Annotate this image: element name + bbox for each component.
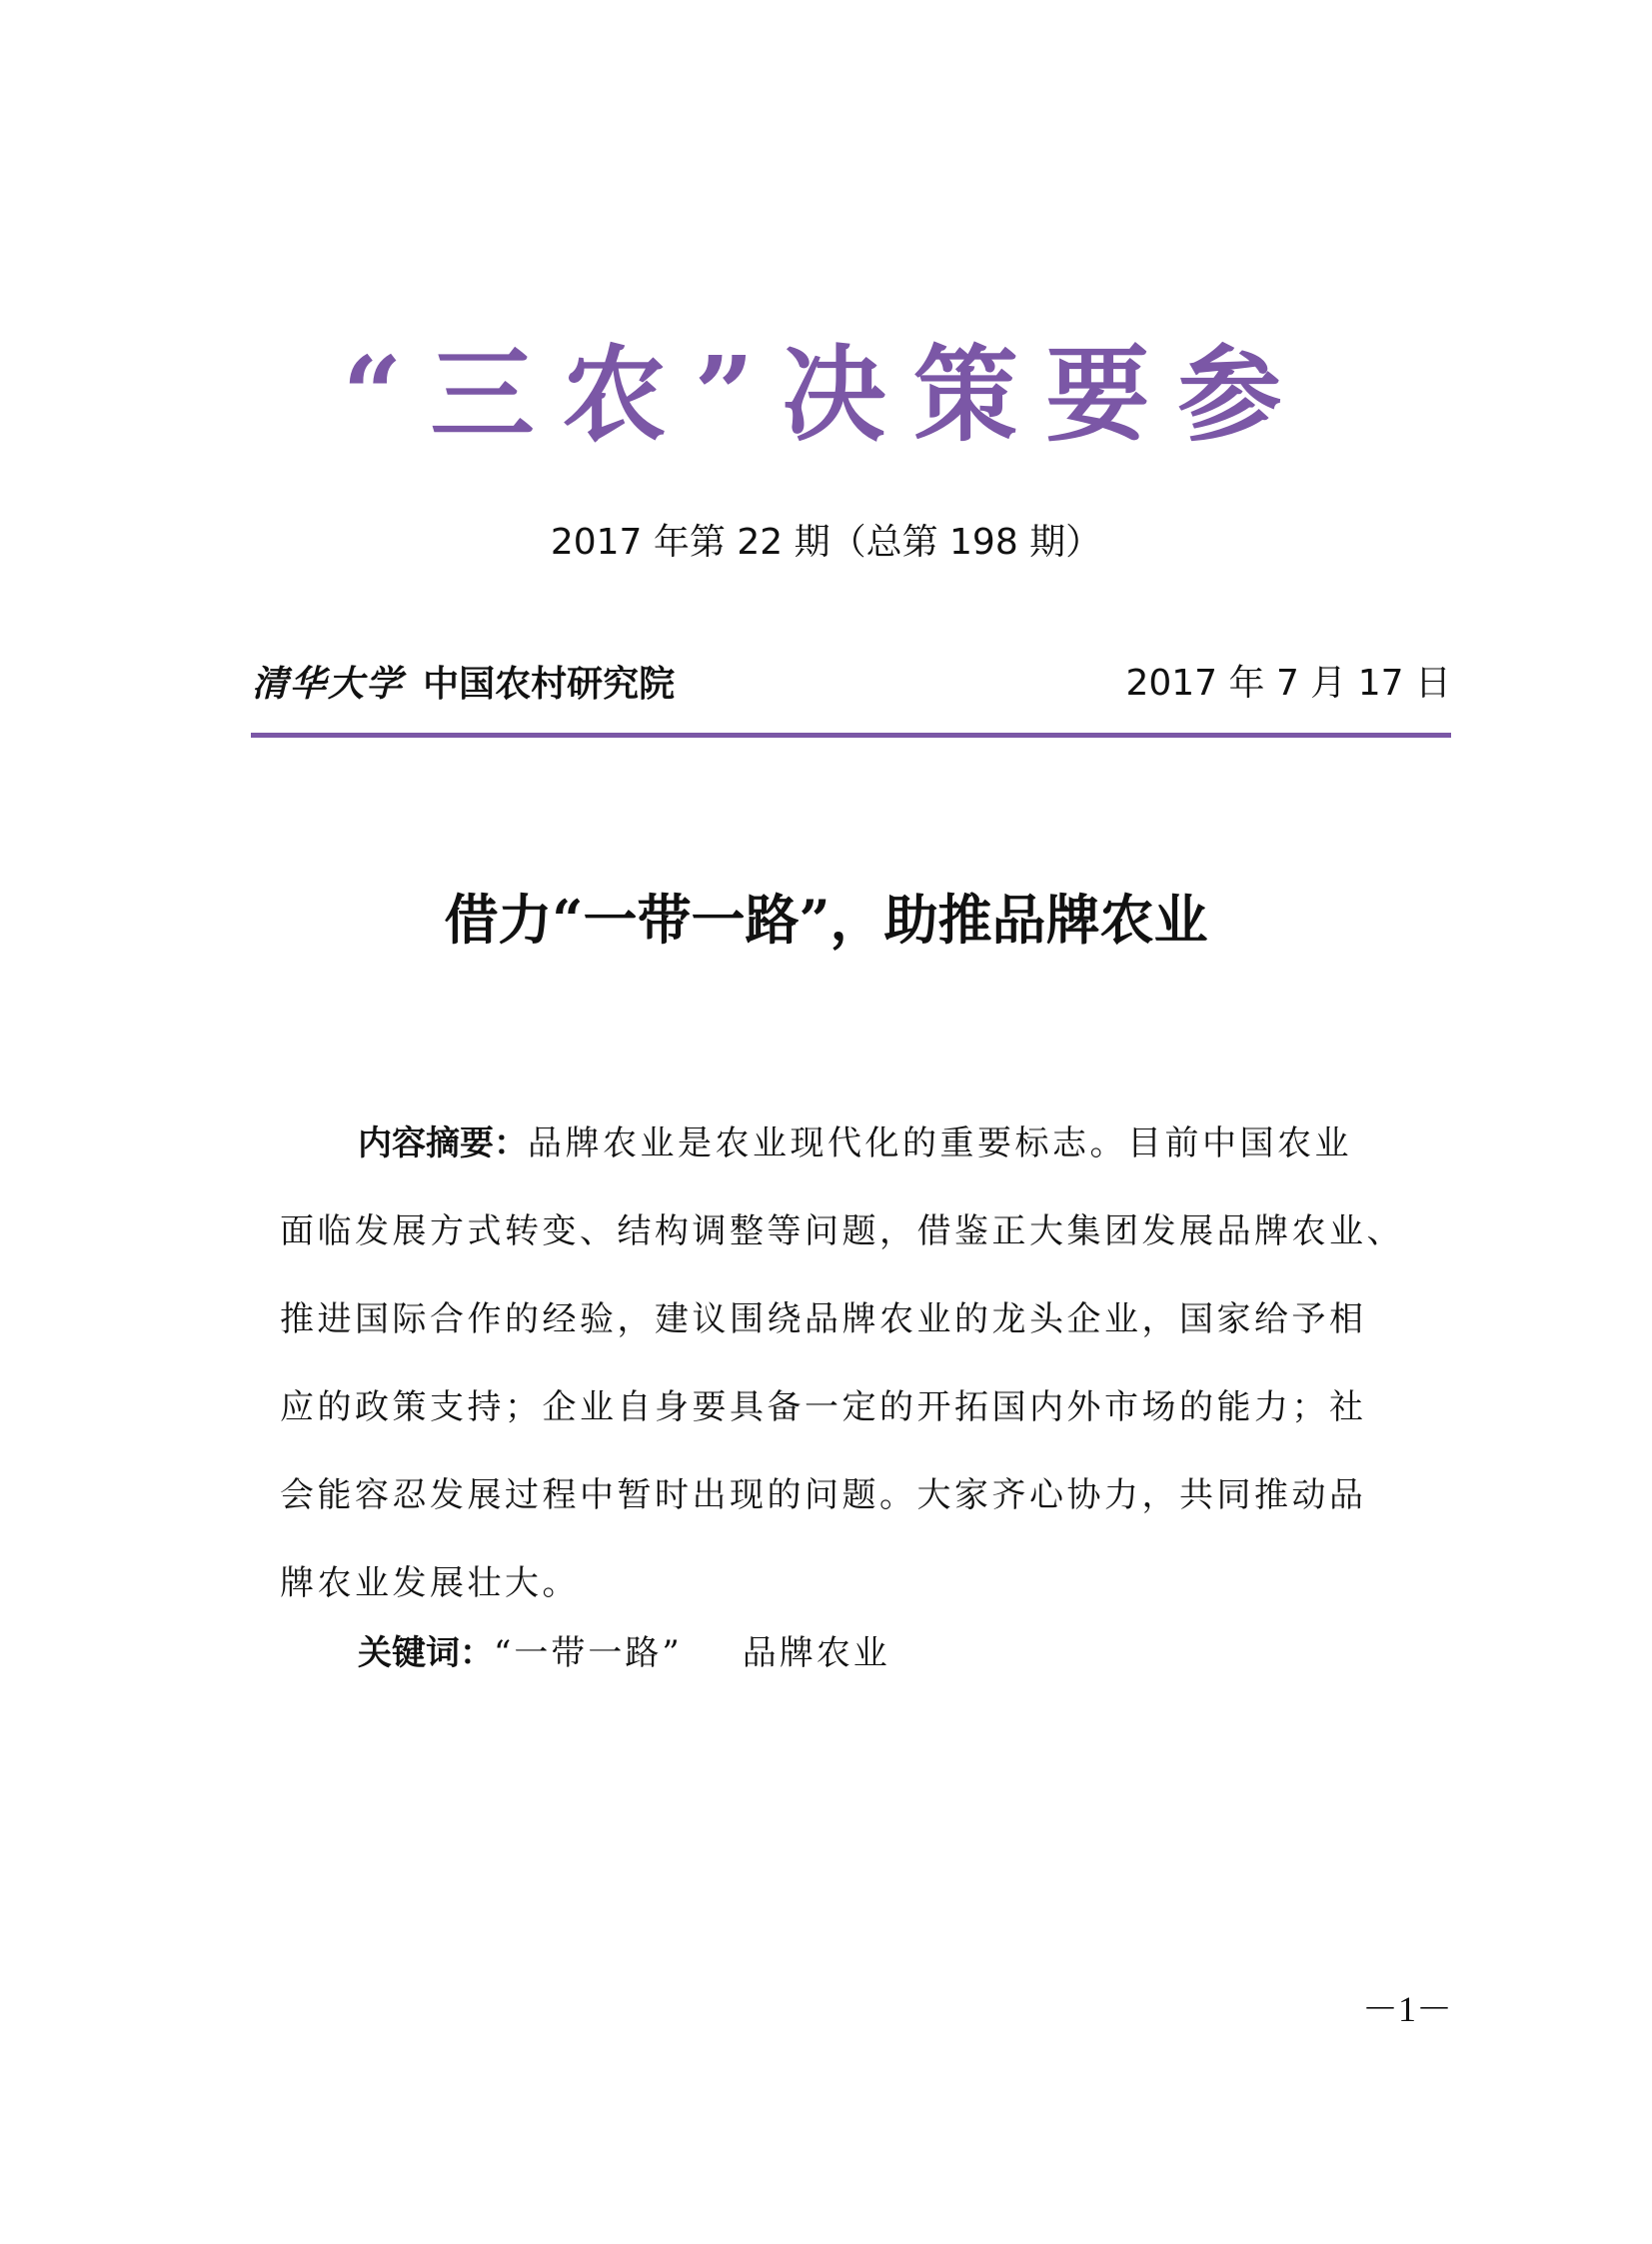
institution bbox=[252, 654, 675, 721]
keyword: “一带一路” bbox=[494, 1633, 683, 1673]
abstract-line bbox=[280, 1100, 1424, 1187]
university-logo-text: 清华大学 bbox=[252, 663, 405, 705]
abstract-label: 内容摘要： bbox=[358, 1123, 528, 1163]
abstract-line: 应的政策支持；企业自身要具备一定的开拓国内外市场的能力；社 bbox=[280, 1387, 1367, 1427]
keyword: 品牌农业 bbox=[742, 1633, 890, 1673]
abstract-line: 面临发展方式转变、结构调整等问题，借鉴正大集团发展品牌农业、 bbox=[280, 1211, 1404, 1251]
publication-date: 2017 年 7 月 17 日 bbox=[1125, 663, 1451, 704]
abstract-line: 牌农业发展壮大。 bbox=[280, 1563, 580, 1603]
institution-row bbox=[252, 654, 1451, 714]
masthead-title: “三农”决策要参 bbox=[342, 333, 1310, 456]
keywords-label: 关键词： bbox=[358, 1633, 494, 1673]
abstract-text: 品牌农业是农业现代化的重要标志。目前中国农业 bbox=[528, 1123, 1352, 1163]
abstract bbox=[280, 1100, 1424, 1627]
abstract-line: 推进国际合作的经验，建议围绕品牌农业的龙头企业，国家给予相 bbox=[280, 1299, 1367, 1339]
article-title: 借力“一带一路”，助推品牌农业 bbox=[444, 888, 1208, 952]
page-number: －1－ bbox=[1361, 1989, 1452, 2029]
keywords bbox=[358, 1609, 890, 1697]
header-divider bbox=[251, 733, 1451, 738]
issue-number: 2017 年第 22 期（总第 198 期） bbox=[550, 522, 1102, 563]
abstract-line: 会能容忍发展过程中暂时出现的问题。大家齐心协力，共同推动品 bbox=[280, 1475, 1367, 1515]
institute-name: 中国农村研究院 bbox=[423, 663, 676, 705]
